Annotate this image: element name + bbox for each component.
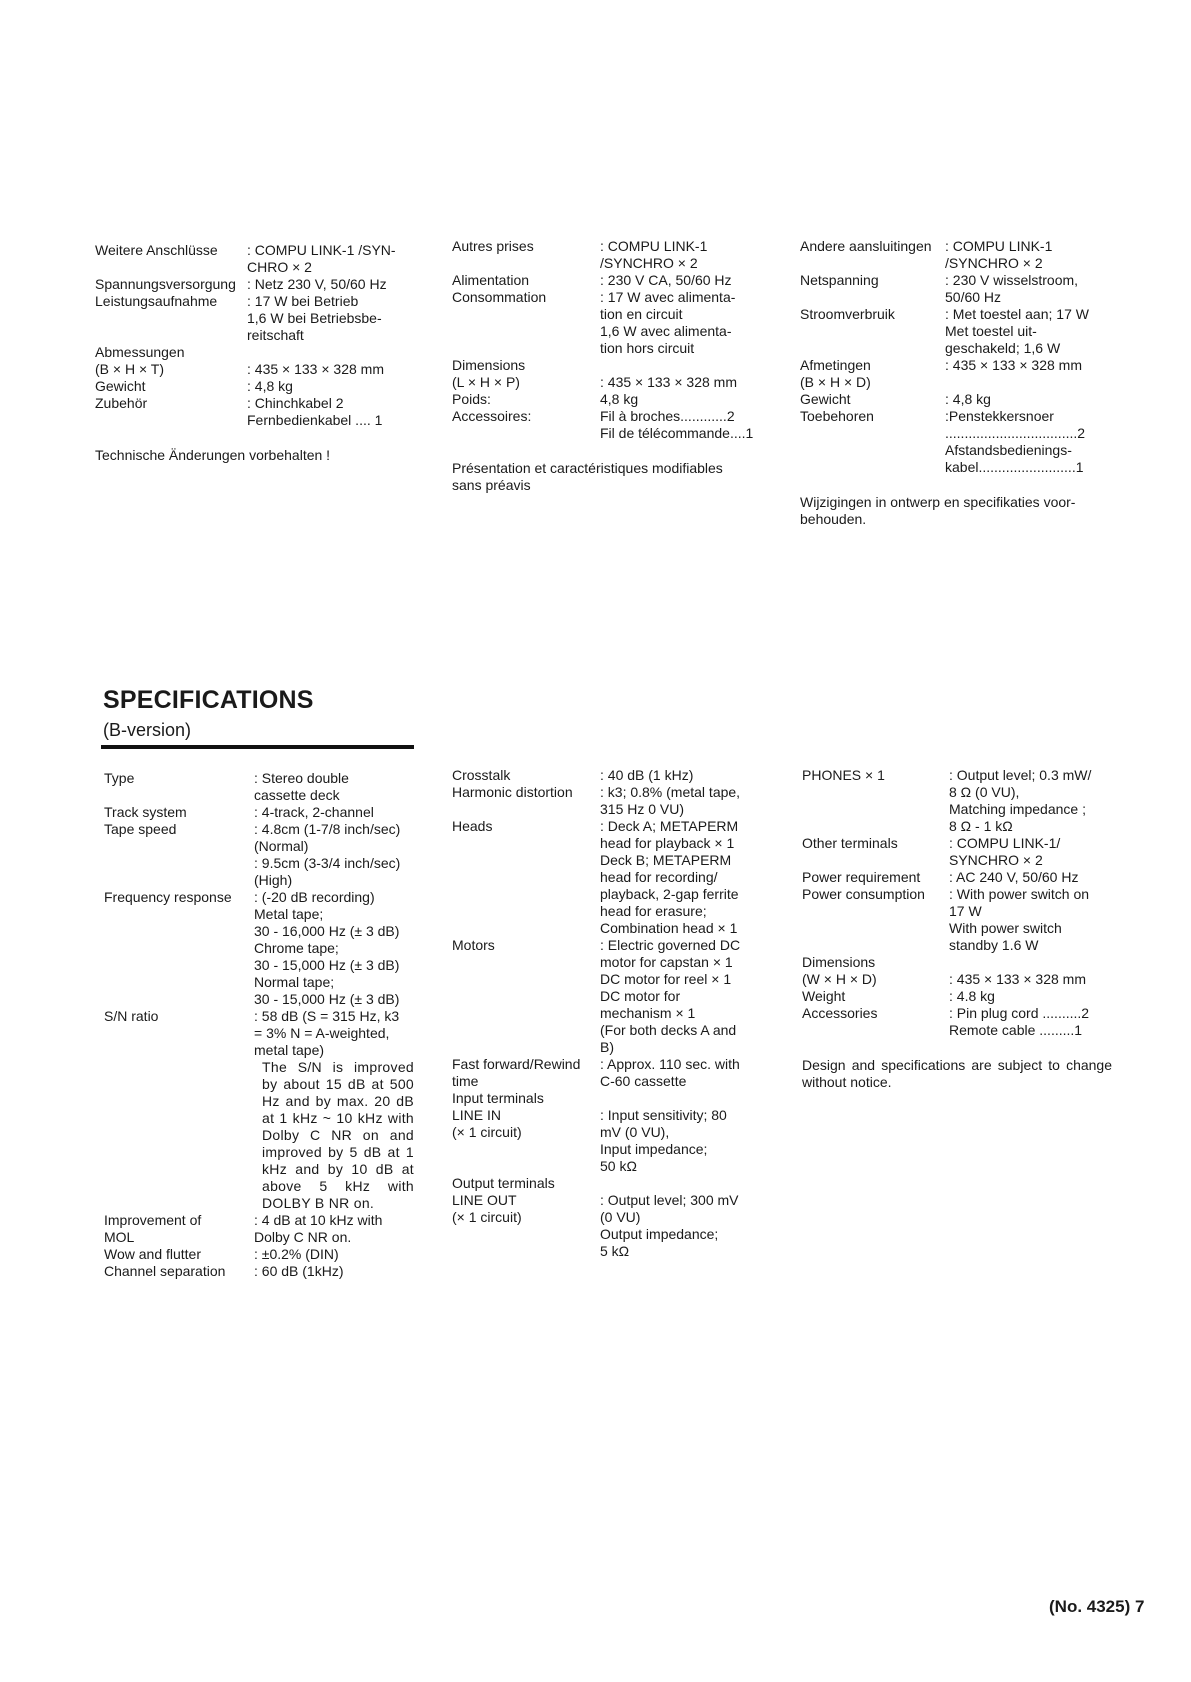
spec-row bbox=[104, 1059, 424, 1212]
spec-row bbox=[802, 767, 1122, 835]
spec-label: Heads bbox=[452, 818, 493, 834]
spec-row bbox=[104, 1246, 424, 1263]
spec-row bbox=[104, 1212, 424, 1246]
spec-label: Accessories bbox=[802, 1005, 878, 1021]
spec-row bbox=[800, 408, 1120, 476]
spec-value: : AC 240 V, 50/60 Hz bbox=[949, 869, 1079, 885]
spec-label: Gewicht bbox=[800, 391, 851, 407]
spec-row bbox=[802, 1005, 1122, 1039]
french-note: Présentation et caractéristiques modifiables sans préavis bbox=[452, 460, 723, 493]
spec-label: S/N ratio bbox=[104, 1008, 159, 1024]
spec-label: Tape speed bbox=[104, 821, 177, 837]
spec-row bbox=[452, 238, 772, 272]
spec-row bbox=[802, 954, 1122, 988]
spec-row bbox=[802, 869, 1122, 886]
spec-row bbox=[452, 818, 772, 937]
spec-column-2 bbox=[452, 767, 772, 1260]
spec-label: Dimensions (W × H × D) bbox=[802, 954, 877, 987]
spec-label: Type bbox=[104, 770, 135, 786]
dutch-note: Wijzigingen in ontwerp en specifikaties voor- behouden. bbox=[800, 494, 1076, 527]
spec-row bbox=[452, 408, 772, 442]
french-spec-rows bbox=[452, 238, 772, 442]
spec-row bbox=[452, 1090, 772, 1175]
spec-note: Design and specifications are subject to change without notice. bbox=[802, 1057, 1112, 1090]
spec-value: The S/N is improved by about 15 dB at 500 Hz and by max. 20 dB at 1 kHz ~ 10 kHz with Dolby C NR on and improved by 5 dB at 1 kHz and by 10 dB at above 5 kHz with DOLBY B NR on. bbox=[262, 1059, 414, 1211]
specifications-subtitle: (B-version) bbox=[103, 720, 192, 740]
spec-value: :Penstekkersnoer ..................................2 Afstandsbedienings- kabel.........................1 bbox=[945, 408, 1086, 475]
spec-value: : Output level; 0.3 mW/ 8 Ω (0 VU), Matching impedance ; 8 Ω - 1 kΩ bbox=[949, 767, 1092, 834]
spec-label: Weitere Anschlüsse bbox=[95, 242, 218, 258]
spec-row bbox=[104, 770, 424, 804]
spec-label: Weight bbox=[802, 988, 846, 1004]
spec-row bbox=[452, 357, 772, 391]
spec-label: Accessoires: bbox=[452, 408, 532, 424]
spec-value: : Electric governed DC motor for capstan × 1 DC motor for reel × 1 DC motor for mechanism × 1 (For both decks A and B) bbox=[600, 937, 741, 1055]
spec-label: Toebehoren bbox=[800, 408, 874, 424]
spec-label: Gewicht bbox=[95, 378, 146, 394]
spec-value: : Met toestel aan; 17 W Met toestel uit- geschakeld; 1,6 W bbox=[945, 306, 1089, 356]
spec-label: Autres prises bbox=[452, 238, 534, 254]
page-number: (No. 4325) 7 bbox=[1049, 1597, 1145, 1616]
spec-value: : 435 × 133 × 328 mm bbox=[247, 361, 384, 377]
spec-row bbox=[452, 784, 772, 818]
spec-label: Power consumption bbox=[802, 886, 925, 902]
spec-value: 4,8 kg bbox=[600, 391, 639, 407]
spec-value: : 230 V wisselstroom, 50/60 Hz bbox=[945, 272, 1079, 305]
spec-value: : Approx. 110 sec. with C-60 cassette bbox=[600, 1056, 740, 1089]
spec-label: Spannungsversorgung bbox=[95, 276, 236, 292]
spec-value: : 435 × 133 × 328 mm bbox=[945, 357, 1082, 373]
spec-row bbox=[95, 242, 430, 276]
spec-value: : COMPU LINK-1/ SYNCHRO × 2 bbox=[949, 835, 1061, 868]
spec-value: : Output level; 300 mV (0 VU) Output impedance; 5 kΩ bbox=[600, 1192, 739, 1259]
spec-row bbox=[95, 395, 430, 429]
spec-label: Zubehör bbox=[95, 395, 148, 411]
spec-value: : 4,8 kg bbox=[247, 378, 293, 394]
spec-value: : 58 dB (S = 315 Hz, k3 = 3% N = A-weighted, metal tape) bbox=[254, 1008, 400, 1058]
spec-row bbox=[104, 804, 424, 821]
spec-label: Input terminals LINE IN (× 1 circuit) bbox=[452, 1090, 544, 1140]
spec-label: Crosstalk bbox=[452, 767, 511, 783]
spec-row bbox=[800, 306, 1120, 357]
spec-label: Alimentation Consommation bbox=[452, 272, 547, 305]
spec-row bbox=[95, 276, 430, 293]
spec-label: Fast forward/Rewind time bbox=[452, 1056, 581, 1089]
spec-row bbox=[800, 238, 1120, 272]
spec-row bbox=[800, 357, 1120, 391]
spec-label: Wow and flutter bbox=[104, 1246, 202, 1262]
spec-label: Netspanning bbox=[800, 272, 879, 288]
heading-rule bbox=[101, 745, 414, 749]
spec-row bbox=[104, 821, 424, 889]
spec-value: : (-20 dB recording) Metal tape; 30 - 16,000 Hz (± 3 dB) Chrome tape; 30 - 15,000 Hz (± 3 dB) Normal tape; 30 - 15,000 Hz (± 3 dB) bbox=[254, 889, 400, 1007]
spec-column-3 bbox=[802, 767, 1122, 1091]
spec-label: PHONES × 1 bbox=[802, 767, 885, 783]
spec-value: : 230 V CA, 50/60 Hz : 17 W avec alimenta- tion en circuit 1,6 W avec alimenta- tion hors circuit bbox=[600, 272, 736, 356]
spec-value: Fil à broches............2 Fil de télécommande....1 bbox=[600, 408, 754, 441]
dutch-spec-column bbox=[800, 238, 1120, 528]
spec-row bbox=[452, 767, 772, 784]
spec-row bbox=[452, 272, 772, 357]
spec-value: : Stereo double cassette deck bbox=[254, 770, 349, 803]
spec-value: : 435 × 133 × 328 mm bbox=[600, 374, 737, 390]
spec-value: : 60 dB (1kHz) bbox=[254, 1263, 344, 1279]
spec-column-2-rows bbox=[452, 767, 772, 1260]
spec-value: : COMPU LINK-1 /SYNCHRO × 2 bbox=[600, 238, 708, 271]
spec-row bbox=[104, 1008, 424, 1059]
spec-column-1 bbox=[104, 770, 424, 1280]
spec-label: Andere aansluitingen bbox=[800, 238, 932, 254]
spec-label: Improvement of MOL bbox=[104, 1212, 202, 1245]
german-note: Technische Änderungen vorbehalten ! bbox=[95, 447, 331, 463]
spec-label: Channel separation bbox=[104, 1263, 226, 1279]
spec-label: Frequency response bbox=[104, 889, 232, 905]
spec-value: : 435 × 133 × 328 mm bbox=[949, 971, 1086, 987]
spec-label: Stroomverbruik bbox=[800, 306, 895, 322]
spec-label: Track system bbox=[104, 804, 187, 820]
specifications-title: SPECIFICATIONS bbox=[103, 686, 314, 714]
spec-label: Other terminals bbox=[802, 835, 898, 851]
spec-label: Harmonic distortion bbox=[452, 784, 573, 800]
spec-value: : k3; 0.8% (metal tape, 315 Hz 0 VU) bbox=[600, 784, 741, 817]
spec-label: Motors bbox=[452, 937, 495, 953]
spec-label: Power requirement bbox=[802, 869, 921, 885]
spec-value: : COMPU LINK-1 /SYNCHRO × 2 bbox=[945, 238, 1053, 271]
spec-value: : 4.8cm (1-7/8 inch/sec) (Normal) : 9.5cm (3-3/4 inch/sec) (High) bbox=[254, 821, 401, 888]
spec-row bbox=[452, 1056, 772, 1090]
spec-value: : Input sensitivity; 80 mV (0 VU), Input impedance; 50 kΩ bbox=[600, 1107, 727, 1174]
spec-label: Dimensions (L × H × P) bbox=[452, 357, 526, 390]
spec-row bbox=[104, 889, 424, 1008]
spec-value: : 4 dB at 10 kHz with Dolby C NR on. bbox=[254, 1212, 383, 1245]
dutch-spec-rows bbox=[800, 238, 1120, 476]
spec-column-3-rows bbox=[802, 767, 1122, 1039]
spec-value: : 4.8 kg bbox=[949, 988, 995, 1004]
spec-row bbox=[104, 1263, 424, 1280]
spec-column-1-rows bbox=[104, 770, 424, 1280]
spec-row bbox=[452, 391, 772, 408]
spec-label: Abmessungen (B × H × T) bbox=[95, 344, 185, 377]
spec-value: : Chinchkabel 2 Fernbedienkabel .... 1 bbox=[247, 395, 383, 428]
spec-value: : ±0.2% (DIN) bbox=[254, 1246, 339, 1262]
spec-row bbox=[95, 344, 430, 378]
spec-row bbox=[802, 886, 1122, 954]
spec-value: : Deck A; METAPERM head for playback × 1 Deck B; METAPERM head for recording/ playback, 2-gap ferrite head for erasure; Combination head × 1 bbox=[600, 818, 739, 936]
spec-label: Afmetingen (B × H × D) bbox=[800, 357, 871, 390]
german-spec-column bbox=[95, 242, 430, 464]
spec-value: : 4-track, 2-channel bbox=[254, 804, 374, 820]
spec-row bbox=[95, 293, 430, 344]
spec-row bbox=[452, 1175, 772, 1260]
spec-value: : Pin plug cord ..........2 Remote cable .........1 bbox=[949, 1005, 1090, 1038]
spec-row bbox=[800, 391, 1120, 408]
spec-value: : COMPU LINK-1 /SYN- CHRO × 2 bbox=[247, 242, 396, 275]
spec-row bbox=[802, 988, 1122, 1005]
spec-value: : With power switch on 17 W With power switch standby 1.6 W bbox=[949, 886, 1090, 953]
spec-label: Output terminals LINE OUT (× 1 circuit) bbox=[452, 1175, 555, 1225]
spec-row bbox=[802, 835, 1122, 869]
spec-value: : 4,8 kg bbox=[945, 391, 991, 407]
spec-label: Poids: bbox=[452, 391, 491, 407]
spec-value: : Netz 230 V, 50/60 Hz bbox=[247, 276, 387, 292]
spec-row bbox=[800, 272, 1120, 306]
spec-value: : 40 dB (1 kHz) bbox=[600, 767, 694, 783]
spec-row bbox=[95, 378, 430, 395]
spec-value: : 17 W bei Betrieb 1,6 W bei Betriebsbe- reitschaft bbox=[247, 293, 382, 343]
spec-label: Leistungsaufnahme bbox=[95, 293, 218, 309]
spec-row bbox=[452, 937, 772, 1056]
french-spec-column bbox=[452, 238, 772, 494]
german-spec-rows bbox=[95, 242, 430, 429]
